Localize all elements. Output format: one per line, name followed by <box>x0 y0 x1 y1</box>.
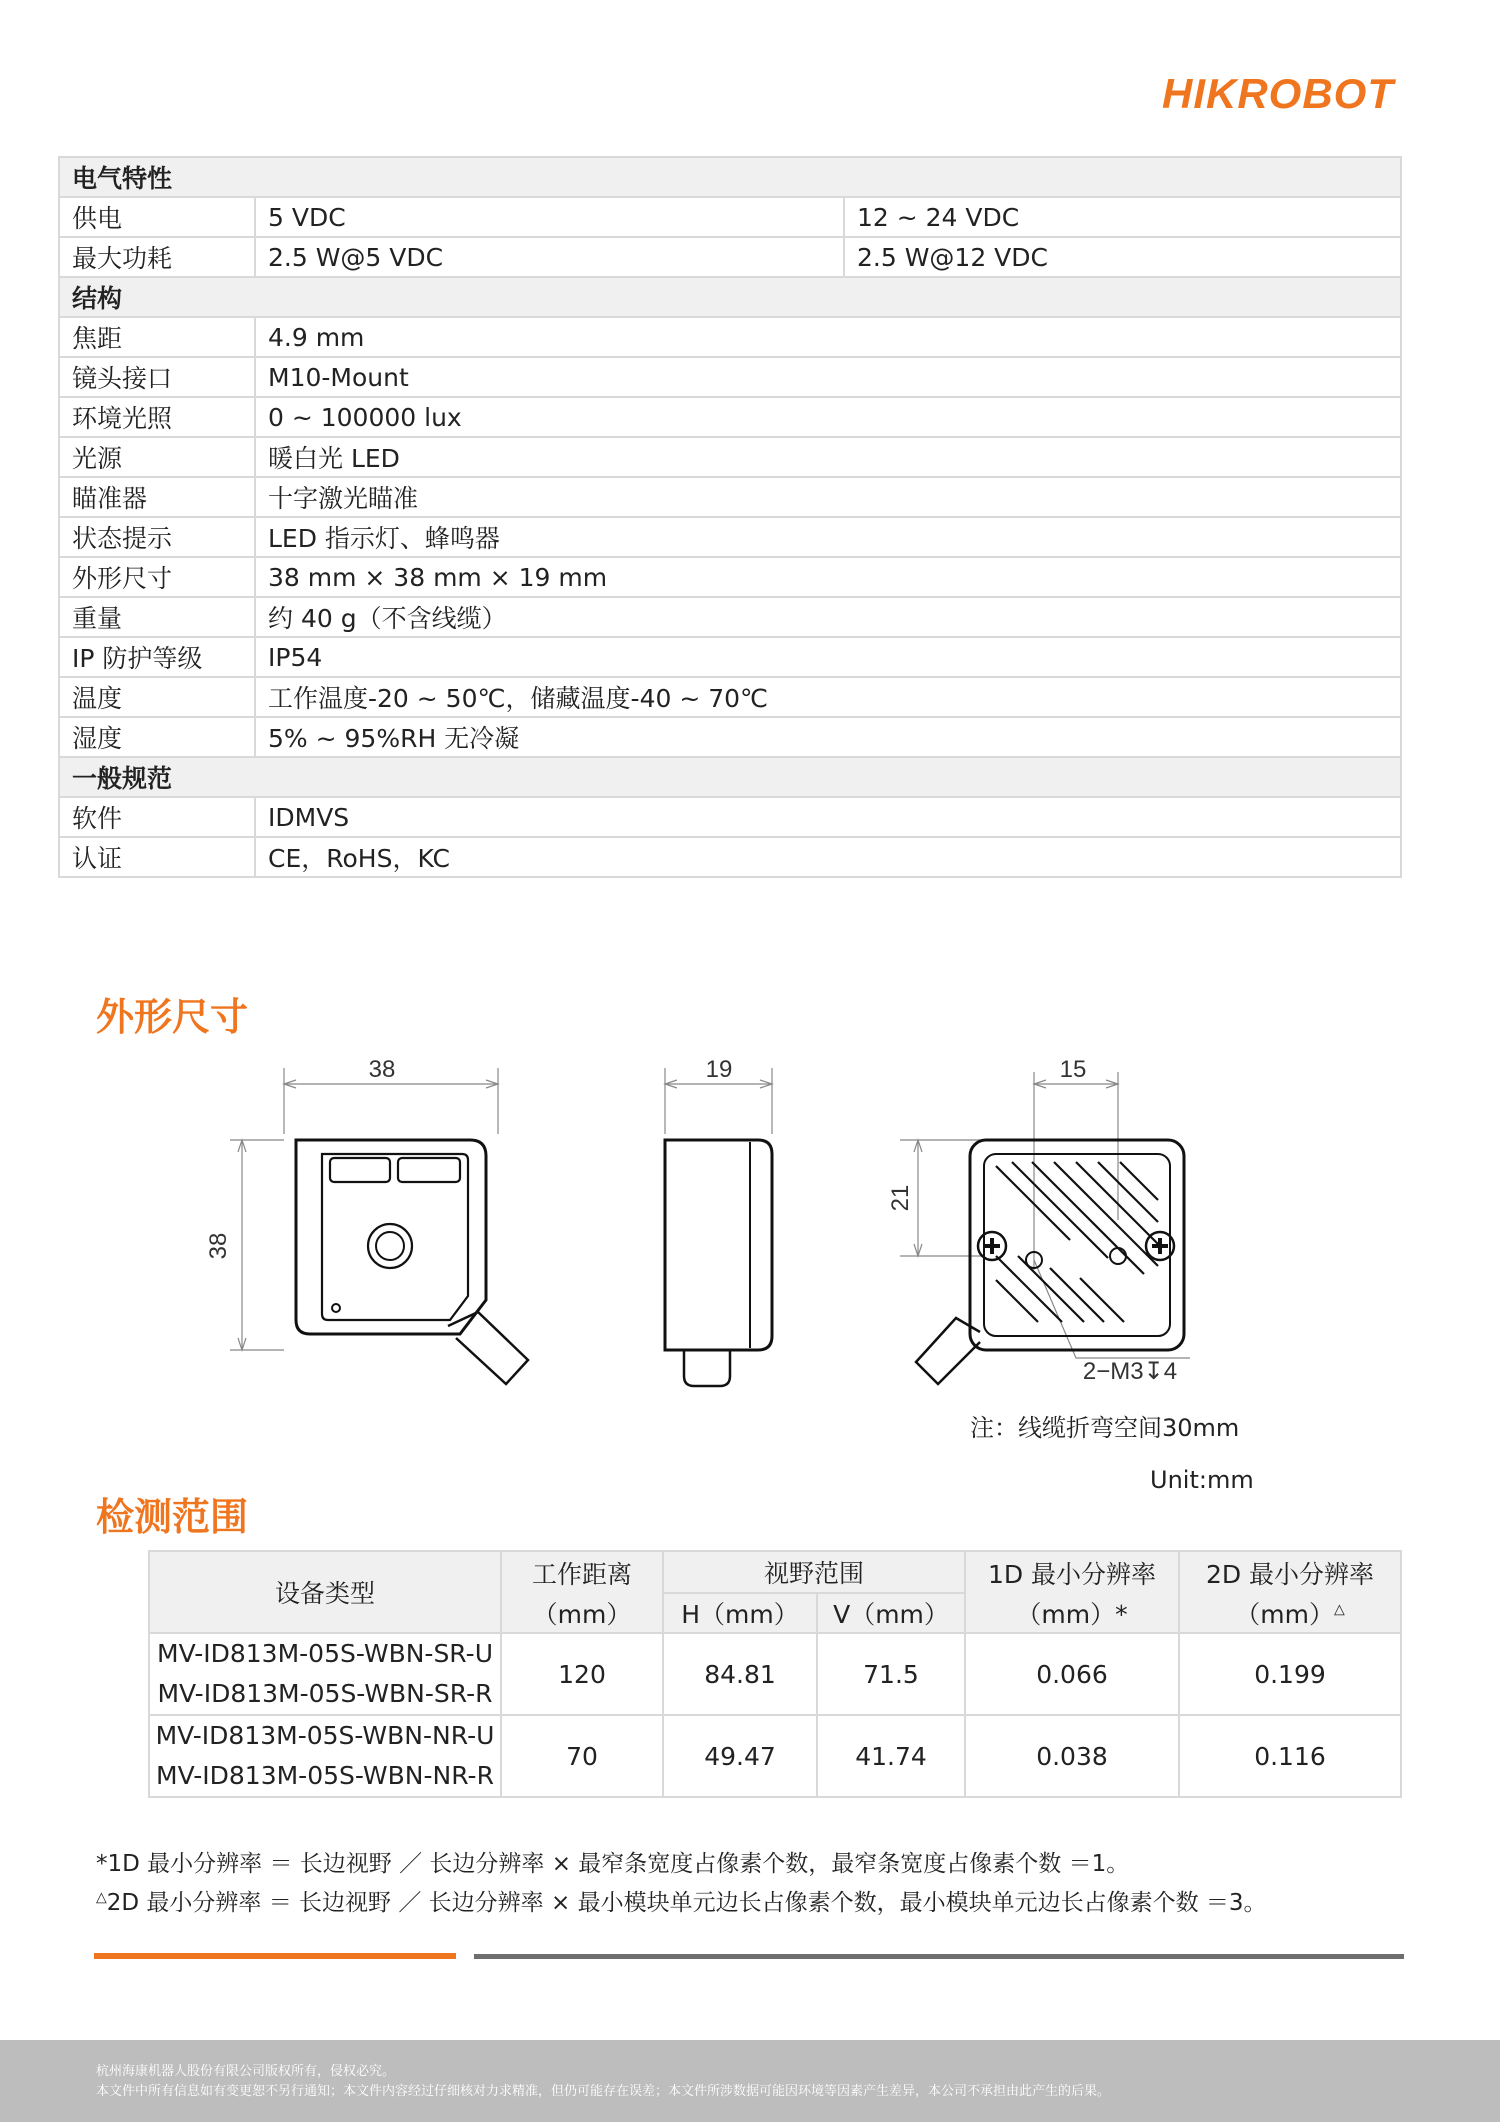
table-row <box>59 677 1401 717</box>
front-height-label: 38 <box>205 1232 232 1260</box>
table-row <box>59 637 1401 677</box>
table-row <box>59 357 1401 397</box>
accent-bar-gray <box>474 1954 1404 1959</box>
table-row <box>59 237 1401 277</box>
row-label: 镜头接口 <box>59 357 255 397</box>
back-offset-y-label: 21 <box>887 1184 914 1212</box>
detection-table <box>148 1550 1402 1798</box>
fov-h-cell: 49.47 <box>663 1715 817 1797</box>
model-cell <box>149 1715 501 1797</box>
side-depth-label: 19 <box>705 1056 733 1083</box>
table-row <box>59 197 1401 237</box>
row-label: 重量 <box>59 597 255 637</box>
row-value: LED 指示灯、蜂鸣器 <box>255 517 1401 557</box>
model-name: MV-ID813M-05S-WBN-SR-U <box>157 1639 493 1668</box>
section-general <box>59 757 1401 797</box>
front-width-label: 38 <box>368 1056 396 1083</box>
res2d-mark: △ <box>1333 1601 1345 1618</box>
res2d-cell: 0.199 <box>1179 1633 1401 1715</box>
hikrobot-logo: HIKROBOT <box>1162 70 1394 117</box>
table-header-row <box>149 1551 1401 1593</box>
row-label: 瞄准器 <box>59 477 255 517</box>
header-distance-unit: （mm） <box>501 1593 663 1633</box>
row-label: 状态提示 <box>59 517 255 557</box>
section-electrical <box>59 157 1401 197</box>
section-title: 电气特性 <box>59 157 1401 197</box>
row-label: 光源 <box>59 437 255 477</box>
row-value: 0 ~ 100000 lux <box>255 397 1401 437</box>
header-fov-v: V（mm） <box>817 1593 965 1633</box>
footnote-2d <box>96 1884 1267 1917</box>
section-title: 一般规范 <box>59 757 1401 797</box>
footnote-2d-mark: △ <box>96 1889 107 1906</box>
footer-disclaimer: 本文件中所有信息如有变更恕不另行通知；本文件内容经过仔细核对力求精准，但仍可能存在误差；本文件所涉数据可能因环境等因素产生差异，本公司不承担由此产生的后果。 <box>96 2084 1111 2099</box>
distance-cell: 70 <box>501 1715 663 1797</box>
res2d-unit-text: （mm） <box>1235 1599 1334 1629</box>
res1d-cell: 0.066 <box>965 1633 1179 1715</box>
dimensions-heading: 外形尺寸 <box>96 995 249 1039</box>
row-value: 5 VDC <box>255 197 844 237</box>
model-cell <box>149 1633 501 1715</box>
footnote-1d: *1D 最小分辨率 ＝ 长边视野 ／ 长边分辨率 × 最窄条宽度占像素个数，最窄条宽度占像素个数 ＝1。 <box>96 1851 1130 1877</box>
footnote-2d-text: 2D 最小分辨率 ＝ 长边视野 ／ 长边分辨率 × 最小模块单元边长占像素个数，最小模块单元边长占像素个数 ＝3。 <box>106 1890 1267 1916</box>
distance-cell: 120 <box>501 1633 663 1715</box>
side-view <box>665 1140 772 1386</box>
table-row <box>59 837 1401 877</box>
row-value: IP54 <box>255 637 1401 677</box>
row-label: 环境光照 <box>59 397 255 437</box>
table-row <box>59 477 1401 517</box>
table-row <box>59 557 1401 597</box>
table-row <box>59 797 1401 837</box>
row-value: 5% ~ 95%RH 无冷凝 <box>255 717 1401 757</box>
row-value: 约 40 g（不含线缆） <box>255 597 1401 637</box>
fov-v-cell: 71.5 <box>817 1633 965 1715</box>
row-value: 2.5 W@5 VDC <box>255 237 844 277</box>
table-row <box>149 1633 1401 1715</box>
header-device: 设备类型 <box>149 1551 501 1633</box>
back-offset-x-label: 15 <box>1059 1056 1087 1083</box>
row-label: 温度 <box>59 677 255 717</box>
header-res2d: 2D 最小分辨率 <box>1179 1551 1401 1593</box>
front-view <box>296 1140 528 1384</box>
row-value: M10-Mount <box>255 357 1401 397</box>
res1d-cell: 0.038 <box>965 1715 1179 1797</box>
row-label: 最大功耗 <box>59 237 255 277</box>
fov-v-cell: 41.74 <box>817 1715 965 1797</box>
row-value: 2.5 W@12 VDC <box>844 237 1401 277</box>
table-row <box>59 437 1401 477</box>
row-label: 供电 <box>59 197 255 237</box>
header-res1d-unit: （mm）* <box>965 1593 1179 1633</box>
table-row <box>149 1715 1401 1797</box>
accent-bar-orange <box>94 1953 456 1959</box>
spec-table <box>58 156 1402 878</box>
fov-h-cell: 84.81 <box>663 1633 817 1715</box>
row-value: 暖白光 LED <box>255 437 1401 477</box>
bend-space-note: 注：线缆折弯空间30mm <box>970 1414 1240 1442</box>
back-view <box>916 1140 1184 1384</box>
header-distance: 工作距离 <box>501 1551 663 1593</box>
dimension-drawing <box>200 1050 1260 1440</box>
table-row <box>59 717 1401 757</box>
header-res1d: 1D 最小分辨率 <box>965 1551 1179 1593</box>
row-value: 38 mm × 38 mm × 19 mm <box>255 557 1401 597</box>
header-fov: 视野范围 <box>663 1551 965 1593</box>
row-label: 认证 <box>59 837 255 877</box>
row-value: 12 ~ 24 VDC <box>844 197 1401 237</box>
dimension-lines <box>230 1068 1190 1358</box>
row-value: 4.9 mm <box>255 317 1401 357</box>
footer-copyright: 杭州海康机器人股份有限公司版权所有，侵权必究。 <box>96 2064 396 2079</box>
header-fov-h: H（mm） <box>663 1593 817 1633</box>
row-label: IP 防护等级 <box>59 637 255 677</box>
table-row <box>59 517 1401 557</box>
model-name: MV-ID813M-05S-WBN-NR-R <box>156 1761 494 1790</box>
row-label: 外形尺寸 <box>59 557 255 597</box>
table-row <box>59 597 1401 637</box>
row-value: IDMVS <box>255 797 1401 837</box>
screw-icons <box>984 1238 1168 1254</box>
row-value: 工作温度-20 ~ 50℃，储藏温度-40 ~ 70℃ <box>255 677 1401 717</box>
header-res2d-unit <box>1179 1593 1401 1633</box>
vent-ribs <box>996 1162 1158 1322</box>
table-row <box>59 317 1401 357</box>
unit-label: Unit:mm <box>1150 1466 1254 1494</box>
row-label: 软件 <box>59 797 255 837</box>
row-label: 湿度 <box>59 717 255 757</box>
section-title: 结构 <box>59 277 1401 317</box>
row-label: 焦距 <box>59 317 255 357</box>
model-name: MV-ID813M-05S-WBN-SR-R <box>157 1679 493 1708</box>
section-structure <box>59 277 1401 317</box>
res2d-cell: 0.116 <box>1179 1715 1401 1797</box>
row-value: 十字激光瞄准 <box>255 477 1401 517</box>
detection-heading: 检测范围 <box>96 1495 249 1539</box>
thread-label: 2−M3↧4 <box>1082 1358 1178 1385</box>
footer <box>0 2040 1500 2122</box>
row-value: CE，RoHS，KC <box>255 837 1401 877</box>
model-name: MV-ID813M-05S-WBN-NR-U <box>155 1721 495 1750</box>
table-row <box>59 397 1401 437</box>
